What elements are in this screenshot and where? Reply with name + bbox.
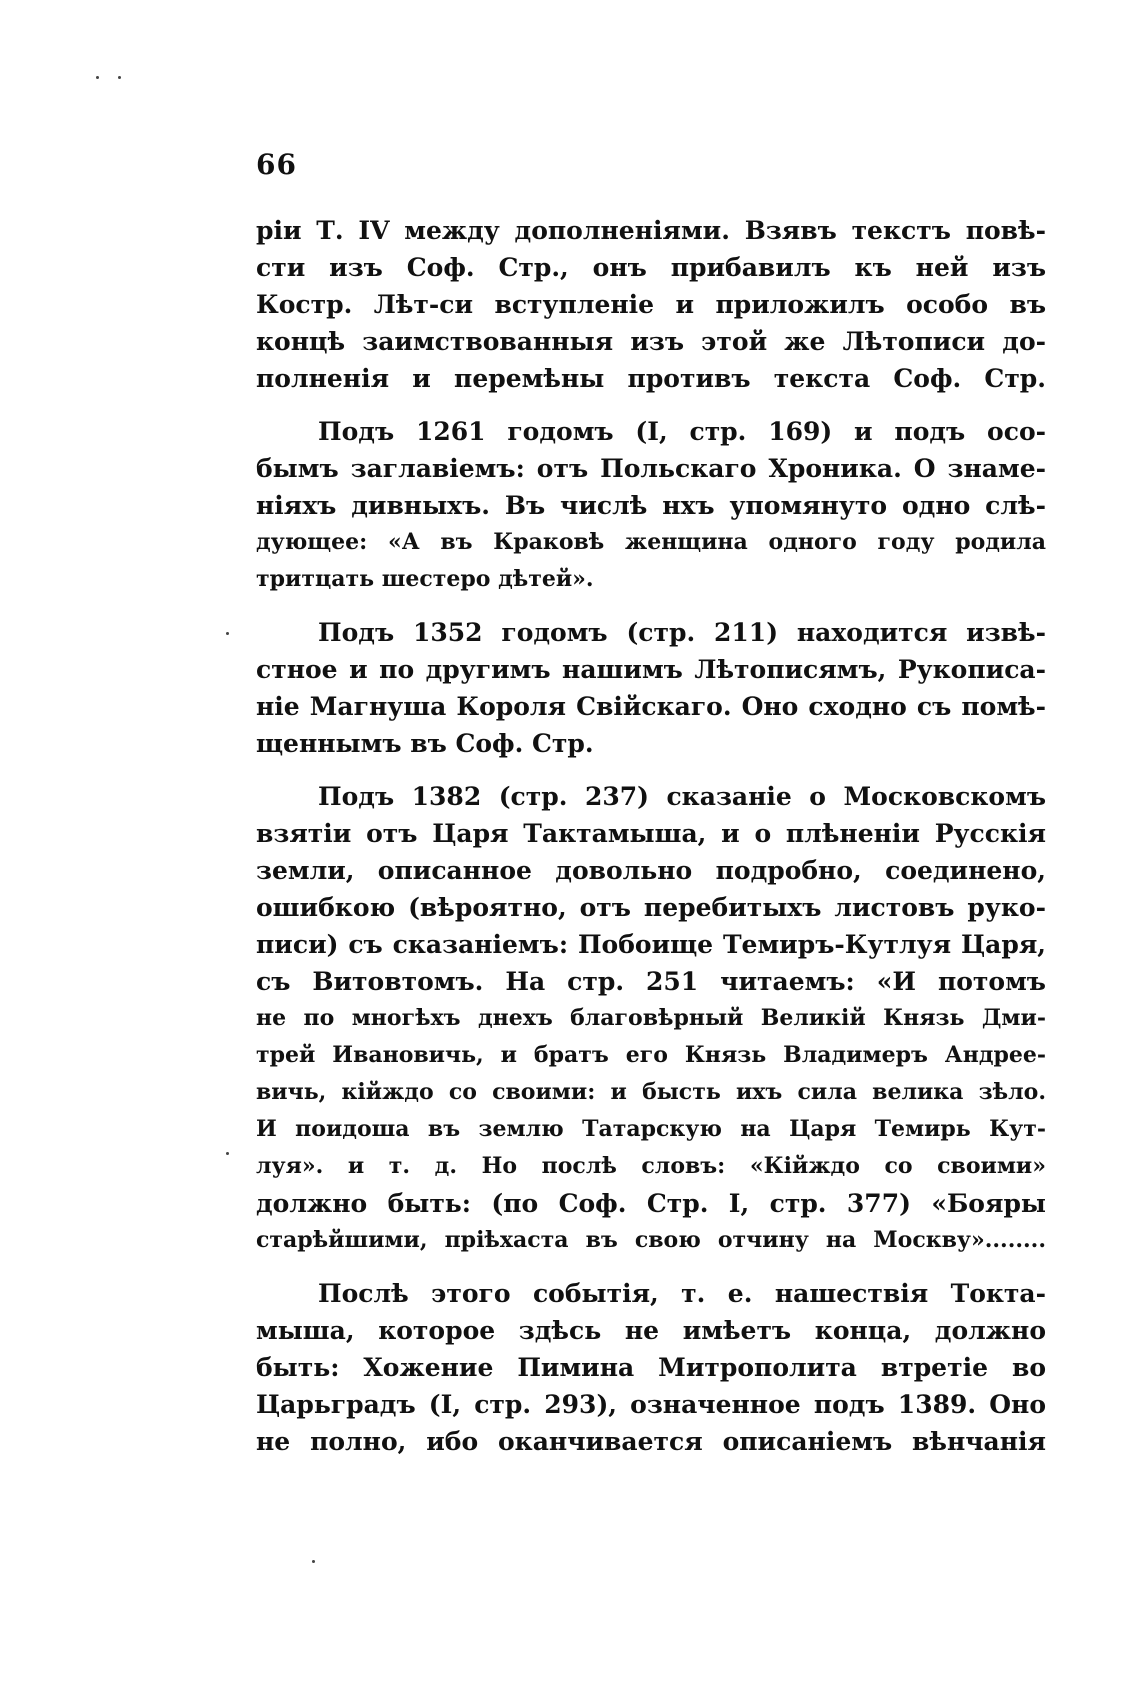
text-line: не полно, ибо оканчивается описаніемъ вѣнчанія xyxy=(256,1427,1046,1456)
text-line: писи) съ сказаніемъ: Побоище Темиръ-Кутлуя Царя, xyxy=(256,930,1046,959)
paragraph-2 xyxy=(256,413,1046,598)
paragraph-4 xyxy=(256,778,1046,1259)
text-line: Подъ 1261 годомъ (I, стр. 169) и подъ осо- xyxy=(318,417,1046,446)
text-line: ошибкою (вѣроятно, отъ перебитыхъ листовъ руко- xyxy=(256,893,1046,922)
text-line: взятіи отъ Царя Тактамыша, и о плѣненіи Русскія xyxy=(256,819,1046,848)
text-line: дующее: «А въ Краковѣ женщина одного году родила xyxy=(256,529,1046,555)
text-line: земли, описанное довольно подробно, соединено, xyxy=(256,856,1046,885)
text-line: стное и по другимъ нашимъ Лѣтописямъ, Рукописа- xyxy=(256,655,1046,684)
text-line: ріи Т. IV между дополненіями. Взявъ текстъ повѣ- xyxy=(256,216,1046,245)
text-line: щеннымъ въ Соф. Стр. xyxy=(256,729,594,758)
text-line: вичь, кійждо со своими: и бысть ихъ сила велика зѣло. xyxy=(256,1079,1046,1105)
scan-speck xyxy=(118,76,121,79)
scan-speck xyxy=(226,1152,229,1155)
text-line: концѣ заимствованныя изъ этой же Лѣтописи до- xyxy=(256,327,1046,356)
scan-speck xyxy=(226,632,229,635)
text-line: быть: Хожение Пимина Митрополита втретіе во xyxy=(256,1353,1046,1382)
text-line: полненія и перемѣны противъ текста Соф. Стр. xyxy=(256,364,1046,393)
text-line: бымъ заглавіемъ: отъ Польскаго Хроника. О знаме- xyxy=(256,454,1046,483)
text-line: не по многѣхъ днехъ благовѣрный Великій Князь Дми- xyxy=(256,1005,1046,1031)
text-line: мыша, которое здѣсь не имѣетъ конца, должно xyxy=(256,1316,1046,1345)
scan-speck xyxy=(312,1560,315,1563)
text-line: сти изъ Соф. Стр., онъ прибавилъ къ ней изъ xyxy=(256,253,1046,282)
text-line: Царьградъ (I, стр. 293), означенное подъ 1389. Оно xyxy=(256,1390,1046,1419)
text-line: Подъ 1352 годомъ (стр. 211) находится извѣ- xyxy=(318,618,1046,647)
text-line: Подъ 1382 (стр. 237) сказаніе о Московскомъ xyxy=(318,782,1046,811)
text-line: тритцать шестеро дѣтей». xyxy=(256,566,594,592)
scan-speck xyxy=(96,76,99,79)
text-line: съ Витовтомъ. На стр. 251 читаемъ: «И потомъ xyxy=(256,967,1046,996)
text-line: трей Ивановичь, и братъ его Князь Владимеръ Андрее- xyxy=(256,1042,1046,1068)
page-number: 66 xyxy=(256,148,297,181)
text-line: старѣйшими, пріѣхаста въ свою отчину на Москву»........ xyxy=(256,1227,1046,1253)
text-line: должно быть: (по Соф. Стр. I, стр. 377) «Бояры xyxy=(256,1189,1046,1218)
text-line: Костр. Лѣт-си вступленіе и приложилъ особо въ xyxy=(256,290,1046,319)
text-line: ніяхъ дивныхъ. Въ числѣ нхъ упомянуто одно слѣ- xyxy=(256,491,1046,520)
paragraph-1 xyxy=(256,212,1046,397)
paragraph-5 xyxy=(256,1275,1046,1460)
paragraph-3 xyxy=(256,614,1046,762)
text-line: ніе Магнуша Короля Свійскаго. Оно сходно съ помѣ- xyxy=(256,692,1046,721)
text-line: И поидоша въ землю Татарскую на Царя Темирь Кут- xyxy=(256,1116,1046,1142)
text-line: луя». и т. д. Но послѣ словъ: «Кійждо со своими» xyxy=(256,1153,1046,1179)
body-text xyxy=(256,212,1046,1476)
text-line: Послѣ этого событія, т. е. нашествія Токта- xyxy=(318,1279,1046,1308)
